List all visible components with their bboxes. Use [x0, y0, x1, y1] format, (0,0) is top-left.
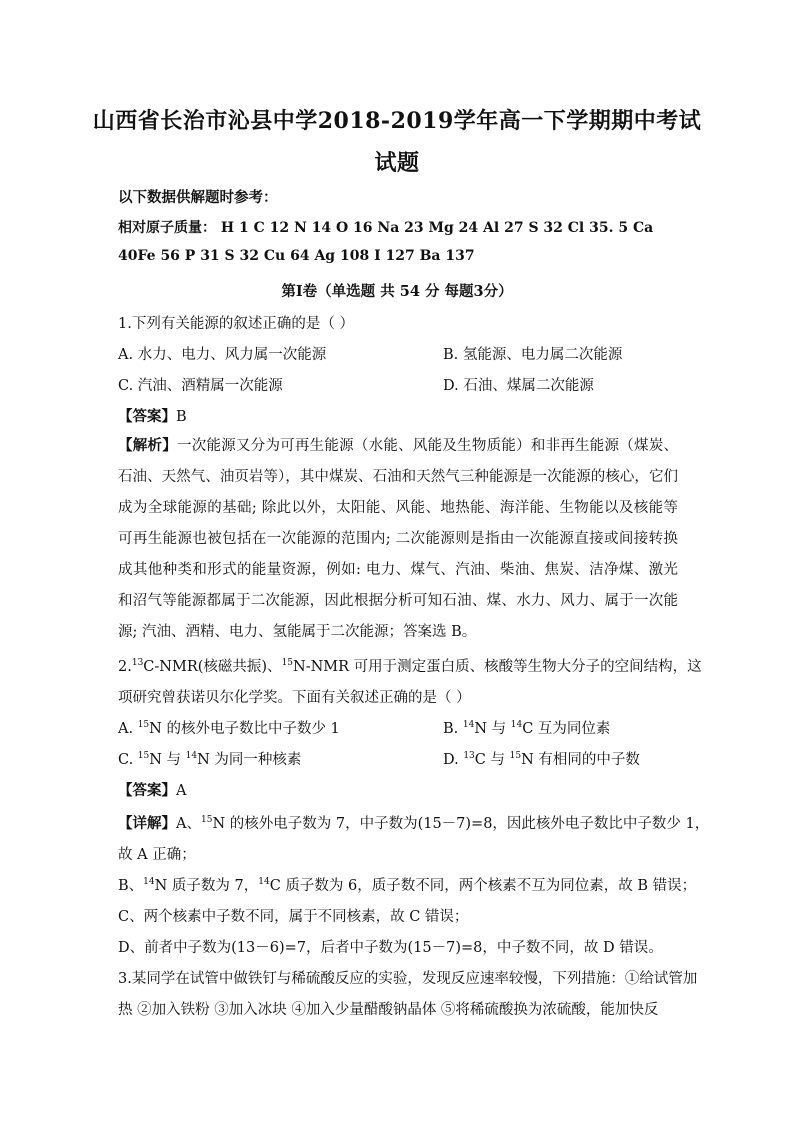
opt-sup: 15	[137, 751, 150, 762]
q2-answer	[118, 779, 678, 800]
opt-part: N 与	[149, 752, 186, 768]
answer-tag: 【答案】	[118, 408, 176, 425]
opt-sup: 14	[462, 720, 475, 731]
detail-part: N 质子数为 7，	[154, 878, 259, 894]
opt-part: C 与	[474, 752, 510, 768]
q2-detail-a	[118, 812, 710, 833]
q2-option-a	[118, 717, 340, 738]
document-title: 山西省长治市沁县中学2018-2019学年高一下学期期中考试	[92, 108, 702, 134]
q1-option-d: D. 石油、煤属二次能源	[443, 378, 594, 394]
q2-stem-sup: 13	[131, 658, 144, 669]
atomic-mass-line1: 相对原子质量： H 1 C 12 N 14 O 16 Na 23 Mg 24 Al 27 S 32 Cl 35. 5 Ca	[118, 220, 654, 236]
analysis-text: 一次能源又分为可再生能源（水能、风能及生物质能）和非再生能源（煤炭、石油、天然气、油页岩等），其中煤炭、石油和天然气三种能源是一次能源的核心，它们成为全球能源的基础; 除此以外，太阳能、风能、地热能、海洋能、生物能以及核能等可再生能源也被包括在一次能源的范围内; 二次能源则是指由一次能源直接或间接转换成其他种类和形式的能量资源，例如: 电力、煤气、汽油、柴油、焦炭、洁净煤、激光和沼气等能源都属于二次能源，因此根据分析可知石油、煤、水力、风力、属于一次能源; 汽油、酒精、电力、氢能属于二次能源；答案选 B。	[118, 438, 678, 640]
opt-part: B.	[443, 721, 463, 737]
q2-option-b	[443, 717, 610, 738]
q3-stem-line1: 3.某同学在试管中做铁钉与稀硫酸反应的实验，发现反应速率较慢，下列措施：①给试管加	[118, 971, 698, 987]
q2-stem-line2: 项研究曾获诺贝尔化学奖。下面有关叙述正确的是（ ）	[118, 690, 471, 706]
q3-stem-line2: 热 ②加入铁粉 ③加入冰块 ④加入少量醋酸钠晶体 ⑤将稀硫酸换为浓硫酸，能加快反	[118, 1002, 659, 1018]
opt-sup: 15	[509, 751, 522, 762]
analysis-tag: 【解析】	[118, 437, 177, 454]
q1-option-c: C. 汽油、酒精属一次能源	[118, 378, 283, 394]
detail-part: C 质子数为 6，质子数不同，两个核素不互为同位素，故 B 错误；	[269, 878, 697, 894]
opt-part: N 有相同的中子数	[521, 752, 640, 768]
detail-part: A、	[176, 816, 201, 832]
answer-value: A	[176, 783, 187, 799]
q1-analysis	[118, 430, 678, 646]
opt-part: C.	[118, 752, 138, 768]
q2-detail-d: D、前者中子数为(13－6)=7，后者中子数为(15－7)=8，中子数不同，故 D 错误。	[118, 940, 663, 956]
q2-detail-a-line2: 故 A 正确；	[118, 847, 196, 863]
section-heading: 第Ⅰ卷（单选题 共 54 分 每题3分）	[281, 283, 513, 300]
opt-part: N 与	[474, 721, 511, 737]
q1-answer	[118, 405, 678, 426]
reference-note: 以下数据供解题时参考：	[118, 189, 278, 206]
opt-sup: 15	[137, 720, 150, 731]
q2-stem-sup: 15	[281, 658, 294, 669]
answer-tag: 【答案】	[118, 782, 176, 799]
opt-sup: 14	[185, 751, 198, 762]
opt-part: C 互为同位素	[522, 721, 611, 737]
opt-part: N 的核外电子数比中子数少 1	[149, 721, 340, 737]
q2-option-d	[443, 748, 640, 769]
q2-stem-part: C-NMR(核磁共振)、	[143, 659, 282, 675]
answer-value: B	[176, 409, 187, 425]
detail-tag: 【详解】	[118, 815, 176, 832]
detail-part: N 的核外电子数为 7，中子数为(15－7)=8，因此核外电子数比中子数少 1，	[212, 816, 710, 832]
opt-part: N 为同一种核素	[197, 752, 302, 768]
detail-part: B、	[118, 878, 144, 894]
q2-stem-part: 2.	[118, 659, 132, 675]
detail-sup: 15	[200, 815, 213, 826]
opt-sup: 13	[463, 751, 475, 762]
q2-option-c	[118, 748, 301, 769]
opt-part: A.	[118, 721, 138, 737]
detail-sup: 14	[258, 877, 270, 888]
q1-stem: 1.下列有关能源的叙述正确的是（ ）	[118, 316, 354, 332]
detail-sup: 14	[143, 877, 155, 888]
document-title-line2: 试题	[374, 150, 420, 176]
q2-detail-b	[118, 874, 697, 895]
opt-sup: 14	[510, 720, 523, 731]
q2-stem	[118, 655, 702, 676]
q1-option-b: B. 氢能源、电力属二次能源	[443, 347, 623, 363]
atomic-mass-line2: 40Fe 56 P 31 S 32 Cu 64 Ag 108 I 127 Ba 137	[118, 248, 475, 264]
q2-stem-part: N-NMR 可用于测定蛋白质、核酸等生物大分子的空间结构，这	[293, 659, 702, 675]
q2-detail-c: C、两个核素中子数不同，属于不同核素，故 C 错误；	[118, 909, 469, 925]
q1-option-a: A. 水力、电力、风力属一次能源	[118, 347, 327, 363]
opt-part: D.	[443, 752, 464, 768]
